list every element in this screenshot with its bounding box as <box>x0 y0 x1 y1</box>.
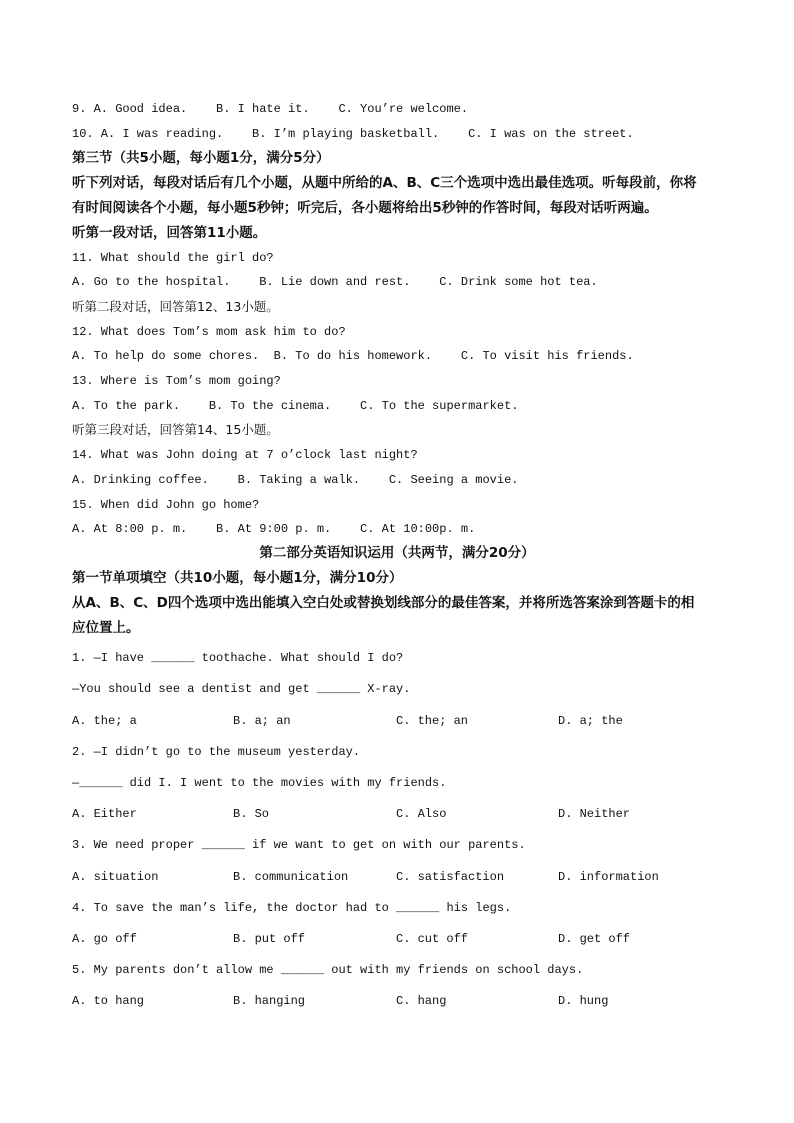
q9-line: 9. A. Good idea. B. I hate it. C. You’re welcome. <box>72 102 469 116</box>
part2-title: 第二部分英语知识运用（共两节，满分20分） <box>259 545 535 561</box>
mc-q2-option-d: D. Neither <box>558 807 631 821</box>
mc-q4-option-d: D. get off <box>558 932 631 946</box>
mc-q4-option-a: A. go off <box>72 932 137 946</box>
mc-q3-option-b: B. communication <box>233 870 349 884</box>
q11-stem: 11. What should the girl do? <box>72 251 274 265</box>
mc-q1-stem: 1. —I have ______ toothache. What should I do? <box>72 651 404 665</box>
mc-q5-option-d: D. hung <box>558 994 609 1008</box>
q15-stem: 15. When did John go home? <box>72 498 260 512</box>
q11-options: A. Go to the hospital. B. Lie down and rest. C. Drink some hot tea. <box>72 275 598 289</box>
mc-q5-option-c: C. hang <box>396 994 447 1008</box>
dialog3-heading: 听第三段对话，回答第14、15小题。 <box>72 422 279 437</box>
q14-stem: 14. What was John doing at 7 o’clock last night? <box>72 448 418 462</box>
mc-q2-option-a: A. Either <box>72 807 137 821</box>
mc-q2-stem2: —______ did I. I went to the movies with my friends. <box>72 776 447 790</box>
dialog2-heading: 听第二段对话，回答第12、13小题。 <box>72 299 279 314</box>
mc-q5-option-b: B. hanging <box>233 994 306 1008</box>
mc-q2-stem: 2. —I didn’t go to the museum yesterday. <box>72 745 361 759</box>
q10-line: 10. A. I was reading. B. I’m playing basketball. C. I was on the street. <box>72 127 634 141</box>
section3-instruction-1: 听下列对话，每段对话后有几个小题，从题中所给的A、B、C三个选项中选出最佳选项。听每段前，你将 <box>72 175 697 191</box>
mc-q4-option-c: C. cut off <box>396 932 469 946</box>
q13-options: A. To the park. B. To the cinema. C. To the supermarket. <box>72 399 519 413</box>
mc-q1-option-c: C. the; an <box>396 714 469 728</box>
mc-q1-option-a: A. the; a <box>72 714 137 728</box>
section3-title: 第三节（共5小题，每小题1分，满分5分） <box>72 150 330 166</box>
mc-q4-option-b: B. put off <box>233 932 306 946</box>
q12-stem: 12. What does Tom’s mom ask him to do? <box>72 325 346 339</box>
section3-instruction-2: 有时间阅读各个小题，每小题5秒钟；听完后，各小题将给出5秒钟的作答时间，每段对话听两遍。 <box>72 200 658 216</box>
mc-q3-option-c: C. satisfaction <box>396 870 505 884</box>
part2-instruction-1: 从A、B、C、D四个选项中选出能填入空白处或替换划线部分的最佳答案，并将所选答案涂到答题卡的相 <box>72 595 695 611</box>
mc-q5-stem: 5. My parents don’t allow me ______ out with my friends on school days. <box>72 963 584 977</box>
mc-q1-stem2: —You should see a dentist and get ______ X-ray. <box>72 682 411 696</box>
mc-q5-option-a: A. to hang <box>72 994 145 1008</box>
q15-options: A. At 8:00 p. m. B. At 9:00 p. m. C. At 10:00p. m. <box>72 522 476 536</box>
mc-q2-option-b: B. So <box>233 807 270 821</box>
dialog1-heading: 听第一段对话，回答第11小题。 <box>72 225 267 241</box>
mc-q3-option-d: D. information <box>558 870 659 884</box>
mc-q1-option-b: B. a; an <box>233 714 291 728</box>
mc-q3-stem: 3. We need proper ______ if we want to get on with our parents. <box>72 838 526 852</box>
q13-stem: 13. Where is Tom’s mom going? <box>72 374 281 388</box>
mc-q3-option-a: A. situation <box>72 870 159 884</box>
mc-q1-option-d: D. a; the <box>558 714 623 728</box>
q14-options: A. Drinking coffee. B. Taking a walk. C. Seeing a movie. <box>72 473 519 487</box>
mc-q4-stem: 4. To save the man’s life, the doctor had to ______ his legs. <box>72 901 512 915</box>
mc-q2-option-c: C. Also <box>396 807 447 821</box>
part2-section1-title: 第一节单项填空（共10小题，每小题1分，满分10分） <box>72 570 403 586</box>
q12-options: A. To help do some chores. B. To do his homework. C. To visit his friends. <box>72 349 634 363</box>
part2-instruction-2: 应位置上。 <box>72 620 140 636</box>
